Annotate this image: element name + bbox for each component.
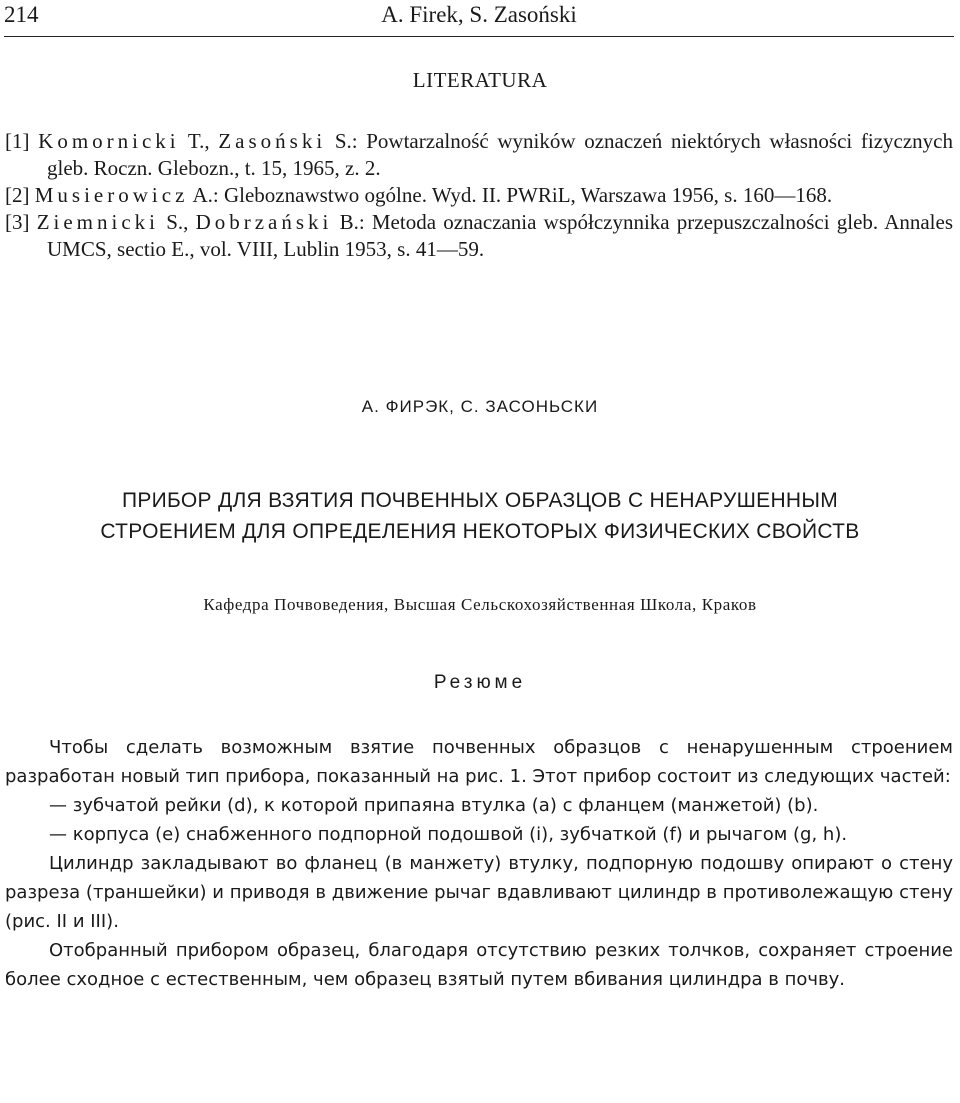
summary-paragraph: — зубчатой рейки (d), к которой припаяна втулка (a) с фланцем (манжетой) (b). bbox=[49, 795, 819, 816]
page-number: 214 bbox=[4, 2, 39, 27]
ref-initials: B. bbox=[332, 210, 359, 234]
running-head: A. Firek, S. Zasoński bbox=[381, 2, 577, 27]
ref-author: Ziemnicki bbox=[36, 210, 160, 234]
ref-number: [3] bbox=[5, 210, 30, 234]
reference-item bbox=[5, 209, 953, 263]
ref-author: Zasoński bbox=[218, 129, 327, 153]
summary-paragraph: Чтобы сделать возможным взятие почвенных образцов с ненарушенным строением разработан новый тип прибора, показанный на рис. 1. Этот прибор состоит из следующих частей: bbox=[5, 737, 953, 787]
summary-paragraph: Цилиндр закладывают во фланец (в манжету) втулку, подпорную подошву опирают о стену разреза (траншейки) и приводя в движение рычаг вдавливают цилиндр в противолежащую стену (рис. II и III). bbox=[5, 853, 953, 932]
ref-number: [2] bbox=[5, 183, 30, 207]
russian-title bbox=[0, 485, 960, 547]
summary-heading: Резюме bbox=[433, 672, 527, 693]
reference-item bbox=[5, 128, 953, 182]
summary-paragraph: — корпуса (e) снабженного подпорной подошвой (i), зубчаткой (f) и рычагом (g, h). bbox=[49, 824, 848, 845]
literature-title: LITERATURA bbox=[412, 68, 548, 92]
reference-item bbox=[5, 182, 953, 209]
ref-text: : Powtarzalność wyników oznaczeń niektórych własności fizycznych gleb. Roczn. Glebozn., t. 15, 1965, z. 2. bbox=[47, 129, 953, 180]
page-header bbox=[4, 0, 954, 37]
ref-text: : Metoda oznaczania współczynnika przepuszczalności gleb. Annales UMCS, sectio E., vol. VIII, Lublin 1953, s. 41—59. bbox=[47, 210, 954, 261]
summary-paragraph: Отобранный прибором образец, благодаря отсутствию резких толчков, сохраняет строение более сходное с естественным, чем образец взятый путем вбивания цилиндра в почву. bbox=[5, 940, 953, 990]
russian-authors: А. ФИРЭК, С. ЗАСОНЬСКИ bbox=[361, 397, 599, 416]
ref-author: Komornicki bbox=[38, 129, 180, 153]
ref-number: [1] bbox=[5, 129, 30, 153]
ref-initials: S., bbox=[159, 210, 196, 234]
ref-author: Musierowicz bbox=[34, 183, 189, 207]
russian-title-line: ПРИБОР ДЛЯ ВЗЯТИЯ ПОЧВЕННЫХ ОБРАЗЦОВ С НЕНАРУШЕННЫМ bbox=[121, 489, 839, 512]
summary-body bbox=[5, 733, 953, 994]
russian-title-line: СТРОЕНИЕМ ДЛЯ ОПРЕДЕЛЕНИЯ НЕКОТОРЫХ ФИЗИЧЕСКИХ СВОЙСТВ bbox=[100, 520, 860, 543]
ref-text: : Gleboznawstwo ogólne. Wyd. II. PWRiL, Warszawa 1956, s. 160—168. bbox=[212, 183, 833, 207]
ref-author: Dobrzański bbox=[195, 210, 333, 234]
ref-initials: A. bbox=[188, 183, 213, 207]
ref-initials: T., bbox=[179, 129, 219, 153]
russian-affiliation: Кафедра Почвоведения, Высшая Сельскохозяйственная Школа, Краков bbox=[203, 595, 757, 614]
reference-list bbox=[5, 128, 953, 263]
ref-initials: S. bbox=[326, 129, 352, 153]
